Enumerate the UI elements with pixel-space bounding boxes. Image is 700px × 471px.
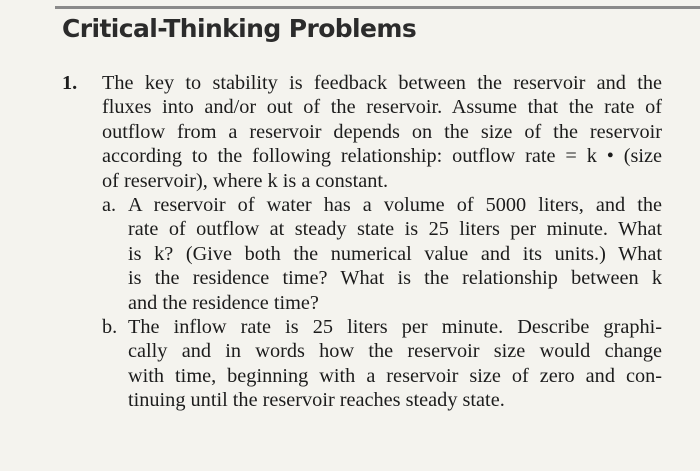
problem-line: according to the following relationship: outflow rate = k • (size [102,145,662,168]
problem-line: fluxes into and/or out of the reservoir. Assume that the rate of [102,96,662,119]
part-line: rate of outflow at steady state is 25 liters per minute. What [128,218,662,241]
part-line: tinuing until the reservoir reaches steady state. [128,389,505,412]
problem-line: of reservoir), where k is a constant. [102,169,389,192]
part-line: with time, beginning with a reservoir size of zero and con- [128,364,662,387]
part-b [102,315,662,413]
part-letter: a. [102,194,117,217]
problem-line: The key to stability is feedback between the reservoir and the [102,72,662,94]
section-heading: Critical-Thinking Problems [62,14,417,43]
part-text [128,193,662,315]
part-a [102,193,662,315]
part-line: The inflow rate is 25 liters per minute. Describe graphi- [128,316,662,339]
problem-line: outflow from a reservoir depends on the size of the reservoir [102,120,662,143]
problem-text [102,71,662,413]
part-text [128,315,662,413]
problem-number: 1. [62,72,78,94]
part-line: A reservoir of water has a volume of 5000 liters, and the [128,194,662,217]
top-rule [55,6,700,9]
part-line: is k? (Give both the numerical value and its units.) What [128,242,662,265]
part-line: is the residence time? What is the relationship between k [128,267,662,290]
problem-1-stem [62,71,662,413]
part-letter: b. [102,316,118,339]
part-line: and the residence time? [128,291,319,314]
part-line: cally and in words how the reservoir size would change [128,340,662,363]
problem-1 [62,71,662,413]
